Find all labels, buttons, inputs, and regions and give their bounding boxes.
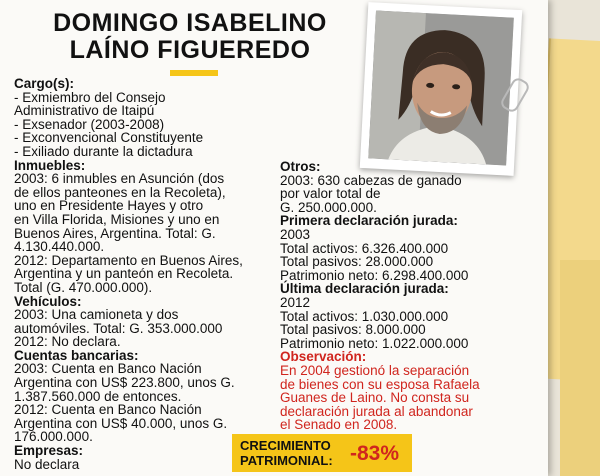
right-line: Primera declaración jurada: bbox=[280, 213, 458, 229]
right-line: Total activos: 6.326.400.000 bbox=[280, 240, 449, 256]
right-line: 2012 bbox=[280, 294, 311, 310]
left-line: 176.000.000. bbox=[14, 429, 93, 445]
left-line: Argentina con US$ 40.000, unos G. bbox=[14, 415, 228, 431]
left-line: Total (G. 470.000.000). bbox=[14, 279, 153, 295]
left-line: Buenos Aires, Argentina. Total: G. bbox=[14, 225, 216, 241]
right-line: por valor total de bbox=[280, 186, 381, 202]
right-line: el Senado en 2008. bbox=[280, 417, 398, 433]
left-line: automóviles. Total: G. 353.000.000 bbox=[14, 320, 223, 336]
left-line: 1.387.560.000 de entonces. bbox=[14, 388, 182, 404]
left-line: Argentina con US$ 223.800, unos G. bbox=[14, 375, 235, 391]
left-line: - Exmiembro del Consejo bbox=[14, 89, 166, 105]
right-line: Otros: bbox=[280, 159, 321, 174]
right-line: G. 250.000.000. bbox=[280, 199, 377, 215]
right-line: Total pasivos: 28.000.000 bbox=[280, 254, 434, 270]
left-line: 2003: Una camioneta y dos bbox=[14, 307, 179, 323]
badge-label-1: CRECIMIENTO bbox=[240, 438, 331, 453]
title-line-2: LAÍNO FIGUEREDO bbox=[69, 36, 311, 64]
right-line: Patrimonio neto: 6.298.400.000 bbox=[280, 267, 469, 283]
right-line: Guanes de Laino. No consta su bbox=[280, 390, 470, 406]
left-line: de ellos panteones en la Recoleta), bbox=[14, 184, 226, 200]
folder-background-lower bbox=[560, 260, 600, 476]
right-line: Última declaración jurada: bbox=[280, 281, 449, 297]
right-line: declaración jurada al abandonar bbox=[280, 403, 473, 419]
left-line: 2012: No declara. bbox=[14, 334, 121, 350]
right-line: En 2004 gestionó la separación bbox=[280, 362, 470, 378]
left-line: 2003: 6 inmubles en Asunción (dos bbox=[14, 171, 225, 187]
left-line: Vehículos: bbox=[14, 293, 82, 309]
left-line: uno en Presidente Hayes y otro bbox=[14, 198, 204, 214]
badge-percentage: -83% bbox=[350, 442, 400, 465]
right-line: Total activos: 1.030.000.000 bbox=[280, 308, 449, 324]
right-line: Total pasivos: 8.000.000 bbox=[280, 322, 426, 338]
left-line: Cuentas bancarias: bbox=[14, 347, 139, 363]
left-line: - Exiliado durante la dictadura bbox=[14, 143, 193, 159]
left-line: en Villa Florida, Misiones y uno en bbox=[14, 211, 220, 227]
right-line: 2003: 630 cabezas de ganado bbox=[280, 172, 462, 188]
page-title bbox=[20, 10, 360, 64]
right-line: 2003 bbox=[280, 226, 311, 242]
title-line-1: DOMINGO ISABELINO bbox=[53, 9, 327, 37]
right-column bbox=[280, 160, 480, 432]
badge-label-2: PATRIMONIAL: bbox=[240, 453, 333, 468]
photo-card bbox=[360, 2, 522, 176]
left-line: 2012: Cuenta en Banco Nación bbox=[14, 402, 202, 418]
portrait-illustration bbox=[368, 10, 514, 165]
right-line: de bienes con su esposa Rafaela bbox=[280, 376, 480, 392]
left-line: 4.130.440.000. bbox=[14, 239, 105, 255]
left-line: Cargo(s): bbox=[14, 76, 74, 91]
left-line: Empresas: bbox=[14, 443, 84, 459]
right-line: Observación: bbox=[280, 349, 367, 365]
left-line: - Exsenador (2003-2008) bbox=[14, 116, 165, 132]
growth-badge bbox=[232, 434, 412, 472]
left-column bbox=[14, 77, 243, 471]
title-underline bbox=[170, 70, 218, 76]
left-line: Inmuebles: bbox=[14, 157, 86, 173]
left-line: 2003: Cuenta en Banco Nación bbox=[14, 361, 202, 377]
badge-label bbox=[240, 438, 333, 468]
right-line: Patrimonio neto: 1.022.000.000 bbox=[280, 335, 469, 351]
left-line: 2012: Departamento en Buenos Aires, bbox=[14, 252, 243, 268]
left-line: - Exconvencional Constituyente bbox=[14, 130, 204, 146]
left-line: Administrativo de Itaipú bbox=[14, 103, 155, 119]
portrait-photo bbox=[368, 10, 514, 165]
left-line: Argentina y un panteón en Recoleta. bbox=[14, 266, 234, 282]
left-line: No declara bbox=[14, 456, 80, 472]
